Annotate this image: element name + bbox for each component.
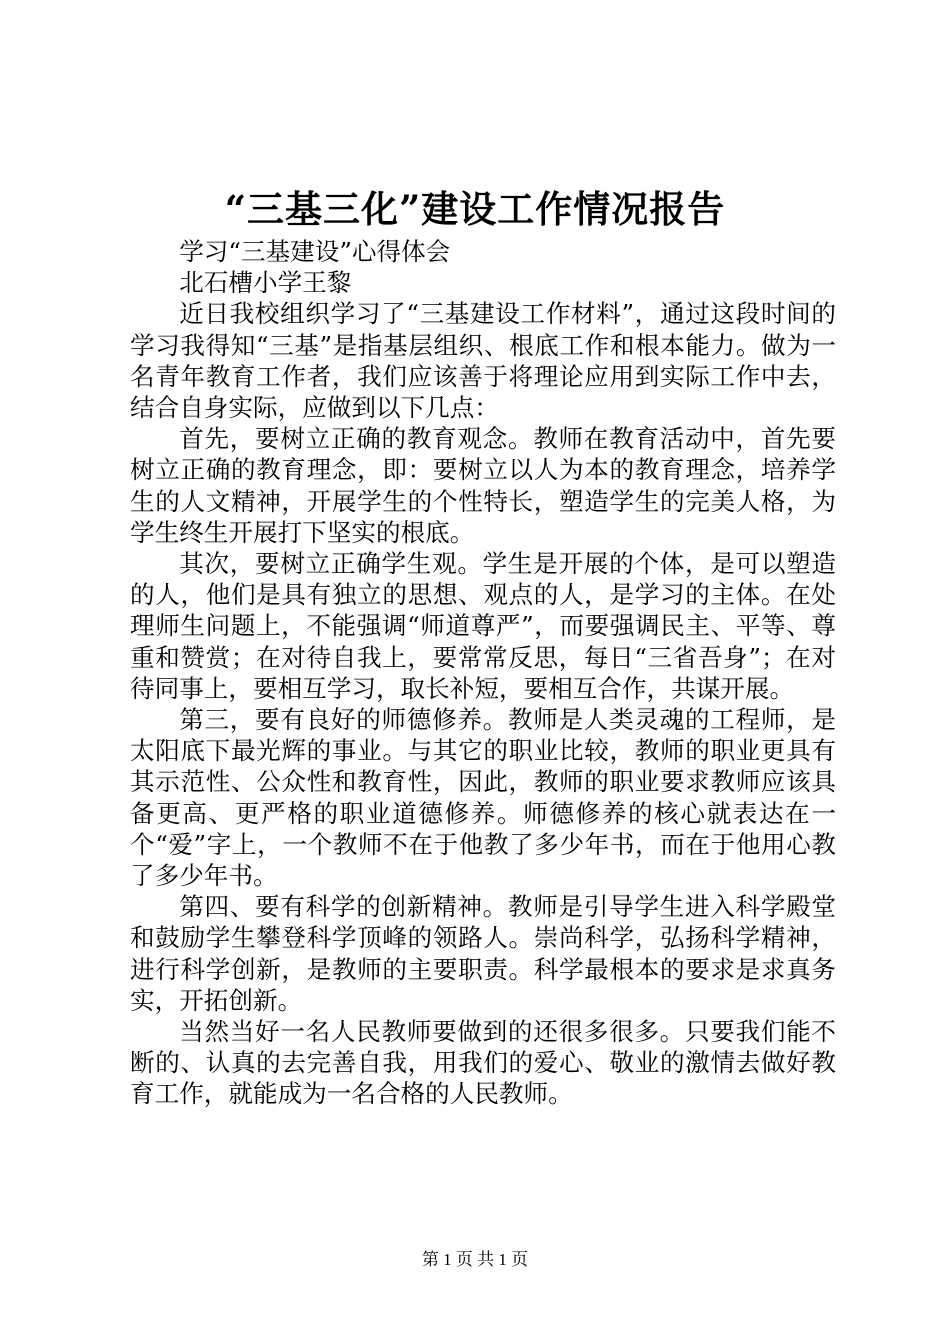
body-paragraph: 当然当好一名人民教师要做到的还很多很多。只要我们能不断的、认真的去完善自我，用我们的爱心、敬业的激情去做好教育工作，就能成为一名合格的人民教师。 [130,1017,836,1109]
document-title: “三基三化”建设工作情况报告 [224,187,726,231]
body-paragraph: 其次，要树立正确学生观。学生是开展的个体，是可以塑造的人，他们是具有独立的思想、观点的人，是学习的主体。在处理师生问题上，不能强调“师道尊严”，而要强调民主、平等、尊重和赞赏；在对待自我上，要常常反思，每日“三省吾身”；在对待同事上，要相互学习，取长补短，要相互合作，共谋开展。 [130,549,836,703]
body-paragraph: 近日我校组织学习了“三基建设工作材料”，通过这段时间的学习我得知“三基”是指基层组织、根底工作和根本能力。做为一名青年教育工作者，我们应该善于将理论应用到实际工作中去，结合自身实际，应做到以下几点： [130,299,836,423]
body-paragraph: 第四、要有科学的创新精神。教师是引导学生进入科学殿堂和鼓励学生攀登科学顶峰的领路人。崇尚科学，弘扬科学精神，进行科学创新，是教师的主要职责。科学最根本的要求是求真务实，开拓创新。 [130,892,836,1015]
document-body [130,236,836,1110]
subtitle-line: 学习“三基建设”心得体会 [179,237,451,266]
body-paragraph: 首先，要树立正确的教育观念。教师在教育活动中，首先要树立正确的教育理念，即：要树立以人为本的教育理念，培养学生的人文精神，开展学生的个性特长，塑造学生的完美人格，为学生终生开展打下坚实的根底。 [130,424,836,547]
body-paragraph: 第三，要有良好的师德修养。教师是人类灵魂的工程师，是太阳底下最光辉的事业。与其它的职业比较，教师的职业更具有其示范性、公众性和教育性，因此，教师的职业要求教师应该具备更高、更严格的职业道德修养。师德修养的核心就表达在一个“爱”字上，一个教师不在于他教了多少年书，而在于他用心教了多少年书。 [130,705,836,891]
page-footer: 第 1 页 共 1 页 [421,1250,529,1269]
author-line: 北石槽小学王黎 [179,268,352,298]
